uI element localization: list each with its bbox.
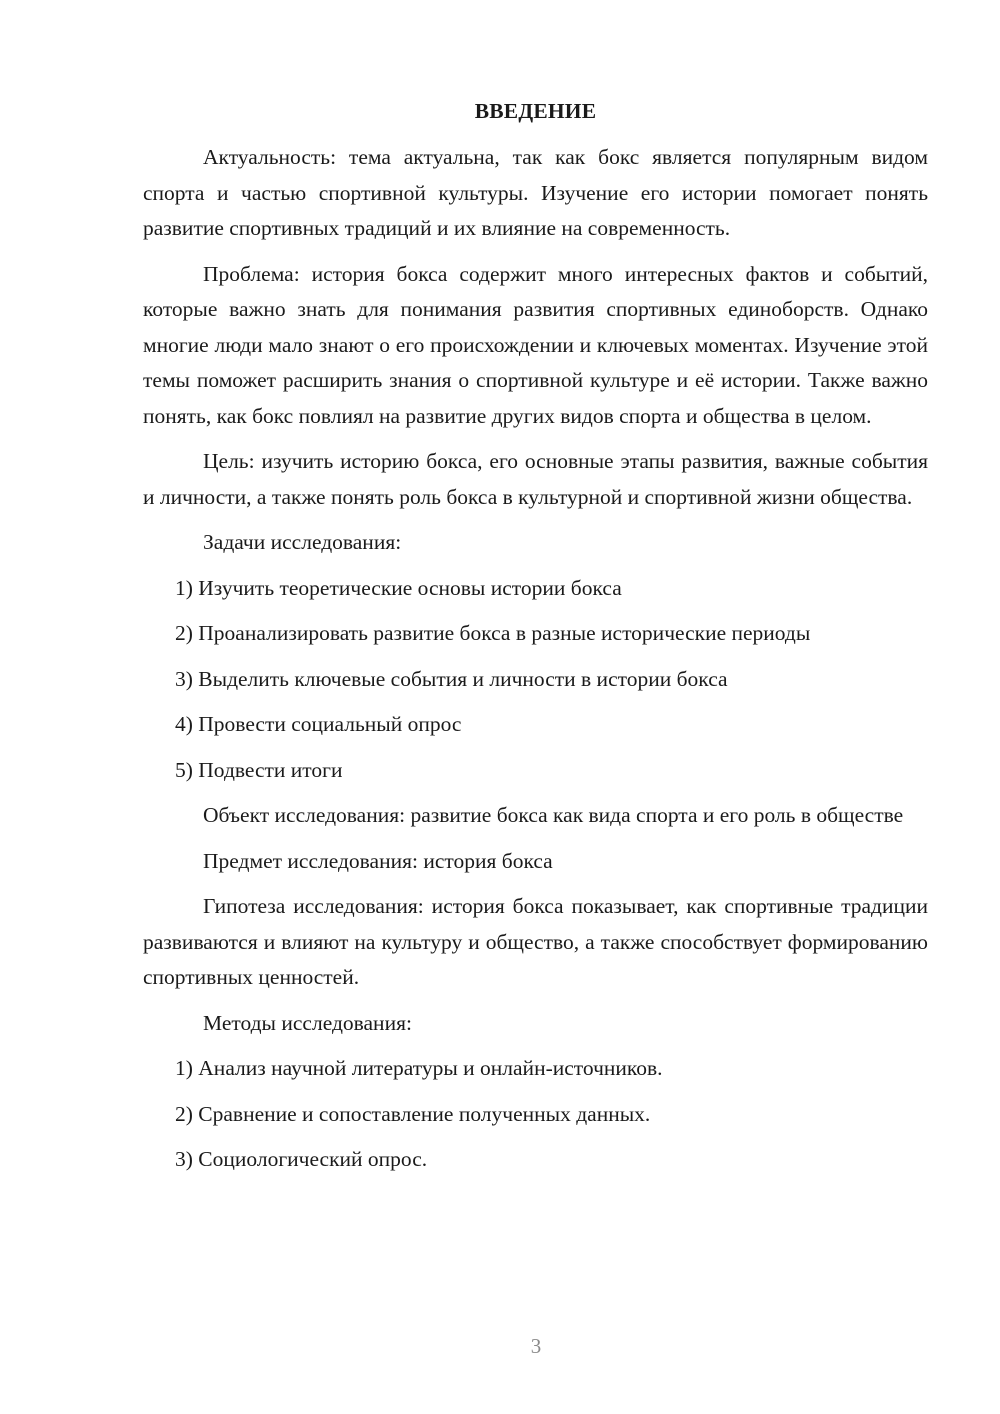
task-item: 5) Подвести итоги <box>175 757 343 782</box>
task-item: 2) Проанализировать развитие бокса в разные исторические периоды <box>175 621 811 645</box>
relevance-paragraph: Актуальность: тема актуальна, так как бокс является популярным видом спорта и частью спортивной культуры. Изучение его истории помогает понять развитие спортивных традиций и их влияние на современность. <box>143 145 928 240</box>
goal-paragraph: Цель: изучить историю бокса, его основные этапы развития, важные события и личности, а также понять роль бокса в культурной и спортивной жизни общества. <box>143 449 928 509</box>
methods-label: Методы исследования: <box>203 1010 412 1035</box>
task-item: 3) Выделить ключевые события и личности в истории бокса <box>175 666 728 691</box>
tasks-label: Задачи исследования: <box>203 530 402 554</box>
hypothesis-paragraph: Гипотеза исследования: история бокса показывает, как спортивные традиции развиваются и влияют на культуру и общество, а также способствует формированию спортивных ценностей. <box>143 894 928 989</box>
method-item: 2) Сравнение и сопоставление полученных данных. <box>175 1101 651 1126</box>
subject-paragraph: Предмет исследования: история бокса <box>203 848 553 873</box>
method-item: 1) Анализ научной литературы и онлайн-источников. <box>175 1056 663 1080</box>
problem-paragraph: Проблема: история бокса содержит много интересных фактов и событий, которые важно знать для понимания развития спортивных единоборств. Однако многие люди мало знают о его происхождении и ключевых моментах. Изучение этой темы поможет расширить знания о спортивной культуре и её истории. Также важно понять, как бокс повлиял на развитие других видов спорта и общества в целом. <box>143 261 928 428</box>
task-item: 4) Провести социальный опрос <box>175 712 462 736</box>
object-paragraph: Объект исследования: развитие бокса как вида спорта и его роль в обществе <box>203 803 904 827</box>
section-heading: ВВЕДЕНИЕ <box>474 99 597 123</box>
method-item: 3) Социологический опрос. <box>175 1147 428 1171</box>
task-item: 1) Изучить теоретические основы истории бокса <box>175 575 622 600</box>
page-number: 3 <box>530 1334 542 1358</box>
page-content <box>143 96 928 1188</box>
